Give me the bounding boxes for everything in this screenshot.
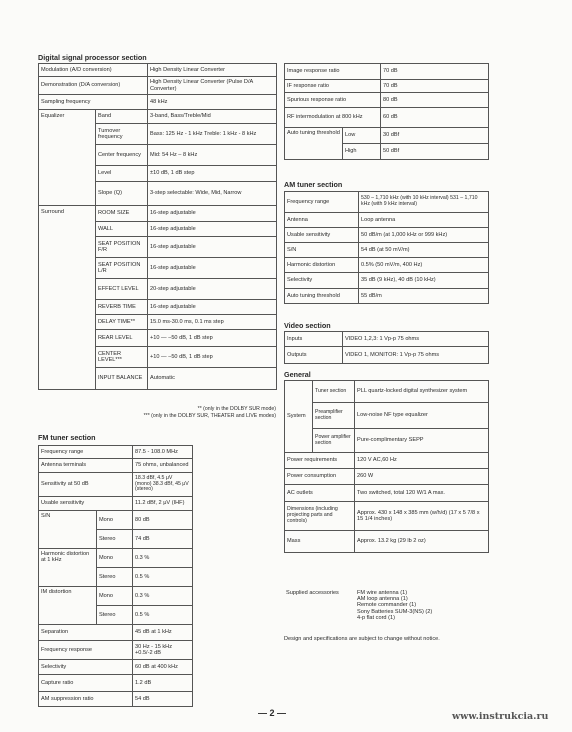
list-item: Remote commander (1) (357, 602, 417, 609)
table-row: Level ±10 dB, 1 dB step (39, 166, 277, 182)
table-row: Separation 45 dB at 1 kHz (39, 625, 193, 641)
table-row: Selectivity 35 dB (9 kHz), 40 dB (10 kHz) (285, 273, 489, 289)
fm-section-title: FM tuner section (38, 433, 96, 442)
table-row: AM suppression ratio 54 dB (39, 692, 193, 707)
table-row: System Tuner section PLL quartz-locked digital synthesizer system (285, 381, 489, 403)
table-row: Frequency range 87.5 - 108.0 MHz (39, 446, 193, 459)
table-row: Center frequency Mid: 54 Hz – 8 kHz (39, 145, 277, 166)
table-row: REAR LEVEL +10 — –50 dB, 1 dB step (39, 330, 277, 347)
table-row: Slope (Q) 3-step selectable: Wide, Mid, Narrow (39, 182, 277, 206)
page-number: — 2 — (258, 708, 287, 718)
table-row: Power amplifier section Pure-complimentary SEPP (285, 429, 489, 453)
table-row: RF intermodulation at 800 kHz 60 dB (285, 108, 489, 128)
dsp-section-title: Digital signal processor section (38, 53, 147, 62)
video-section-title: Video section (284, 321, 331, 330)
table-row: Image response ratio 70 dB (285, 64, 489, 80)
table-row: REVERB TIME 16-step adjustable (39, 300, 277, 315)
table-row: Selectivity 60 dB at 400 kHz (39, 660, 193, 675)
note-dolby-theater-live: *** (only in the DOLBY SUR, THEATER and LIVE modes) (143, 413, 276, 419)
table-row: AC outlets Two switched, total 120 W/1 A max. (285, 485, 489, 502)
table-row: Antenna terminals 75 ohms, unbalanced (39, 459, 193, 473)
table-row: SEAT POSITION F/R 16-step adjustable (39, 237, 277, 258)
table-row: Sampling frequency 48 kHz (39, 95, 277, 110)
list-item: 4-p flat cord (1) (357, 614, 395, 621)
footer-note: Design and specifications are subject to change without notice. (284, 636, 440, 642)
table-row: CENTER LEVEL*** +10 — –50 dB, 1 dB step (39, 347, 277, 368)
table-row: Auto tuning threshold Low 30 dBf (285, 128, 489, 144)
list-item: AM loop antenna (1) (357, 596, 408, 603)
general-section-title: General (284, 370, 311, 379)
table-row: Dimensions (including projecting parts and controls) Approx. 430 x 148 x 385 mm (w/h/d) (17 x 5 7/8 x 15 1/4 inches) (285, 502, 489, 531)
watermark: www.instrukcia.ru (452, 711, 549, 722)
table-row: WALL 16-step adjustable (39, 222, 277, 237)
general-table (284, 380, 489, 553)
table-row: Mass Approx. 13.2 kg (29 lb 2 oz) (285, 531, 489, 553)
table-row: Outputs VIDEO 1, MONITOR: 1 Vp-p 75 ohms (285, 347, 489, 364)
list-item: FM wire antenna (1) (357, 590, 408, 596)
table-row: Auto tuning threshold 55 dB/m (285, 289, 489, 304)
table-row: Capture ratio 1.2 dB (39, 675, 193, 692)
table-row: IF response ratio 70 dB (285, 80, 489, 93)
table-row: Power requirements 120 V AC,60 Hz (285, 453, 489, 469)
table-row: Frequency range 530 – 1,710 kHz (with 10 kHz interval) 531 – 1,710 kHz (with 9 kHz interval) (285, 192, 489, 213)
table-row: Antenna Loop antenna (285, 213, 489, 228)
table-row: S/N Mono 80 dB (39, 511, 193, 530)
list-item: Sony Batteries SUM-3(NS) (2) (357, 608, 433, 615)
table-row: Harmonic distortion at 1 kHz Mono 0.3 % (39, 549, 193, 568)
table-row: IM distortion Mono 0.3 % (39, 587, 193, 606)
table-row: High 50 dBf (285, 144, 489, 160)
table-row: Stereo 74 dB (39, 530, 193, 549)
table-row: Stereo 0.5 % (39, 568, 193, 587)
am-table (284, 191, 489, 304)
table-row: Frequency response 30 Hz - 15 kHz +0.5/-2 dB (39, 641, 193, 660)
fm-continued-table (284, 63, 489, 160)
table-row: S/N 54 dB (at 50 mV/m) (285, 243, 489, 258)
note-dolby-sur: ** (only in the DOLBY SUR mode) (197, 406, 276, 412)
table-row: Equalizer Band 3-band, Bass/Treble/Mid (39, 110, 277, 124)
table-row: Stereo 0.5 % (39, 606, 193, 625)
table-row: Demonstration (D/A conversion) High Density Linear Converter (Pulse D/A Converter) (39, 77, 277, 95)
table-row: DELAY TIME** 15.0 ms-30.0 ms, 0.1 ms step (39, 315, 277, 330)
table-row: Spurious response ratio 80 dB (285, 93, 489, 108)
table-row: Surround ROOM SIZE 16-step adjustable (39, 206, 277, 222)
system-label: System (285, 381, 313, 453)
supplied-accessories (286, 590, 488, 622)
table-row: Modulation (A/D conversion) High Density Linear Converter (39, 64, 277, 77)
table-row: Turnover frequency Bass: 125 Hz - 1 kHz Treble: 1 kHz - 8 kHz (39, 124, 277, 145)
surround-label: Surround (39, 206, 96, 390)
table-row: Sensitivity at 50 dB 18.3 dBf, 4.5 μV (mono) 38.3 dBf, 45 μV (stereo) (39, 473, 193, 497)
table-row: EFFECT LEVEL 20-step adjustable (39, 279, 277, 300)
fm-table (38, 445, 193, 707)
table-row: Preamplifier section Low-noise NF type equalizer (285, 403, 489, 429)
video-table (284, 331, 489, 364)
am-section-title: AM tuner section (284, 180, 343, 189)
table-row: SEAT POSITION L/R 16-step adjustable (39, 258, 277, 279)
table-row: Inputs VIDEO 1,2,3: 1 Vp-p 75 ohms (285, 332, 489, 347)
table-row: Power consumption 260 W (285, 469, 489, 485)
table-row: Harmonic distortion 0.5% (50 mV/m, 400 Hz) (285, 258, 489, 273)
table-row: Usable sensitivity 50 dB/m (at 1,000 kHz or 999 kHz) (285, 228, 489, 243)
table-row: Usable sensitivity 11.2 dBf, 2 μV (IHF) (39, 497, 193, 511)
equalizer-label: Equalizer (39, 110, 96, 206)
accessories-label: Supplied accessories (286, 590, 339, 596)
dsp-table (38, 63, 277, 390)
table-row: INPUT BALANCE Automatic (39, 368, 277, 390)
